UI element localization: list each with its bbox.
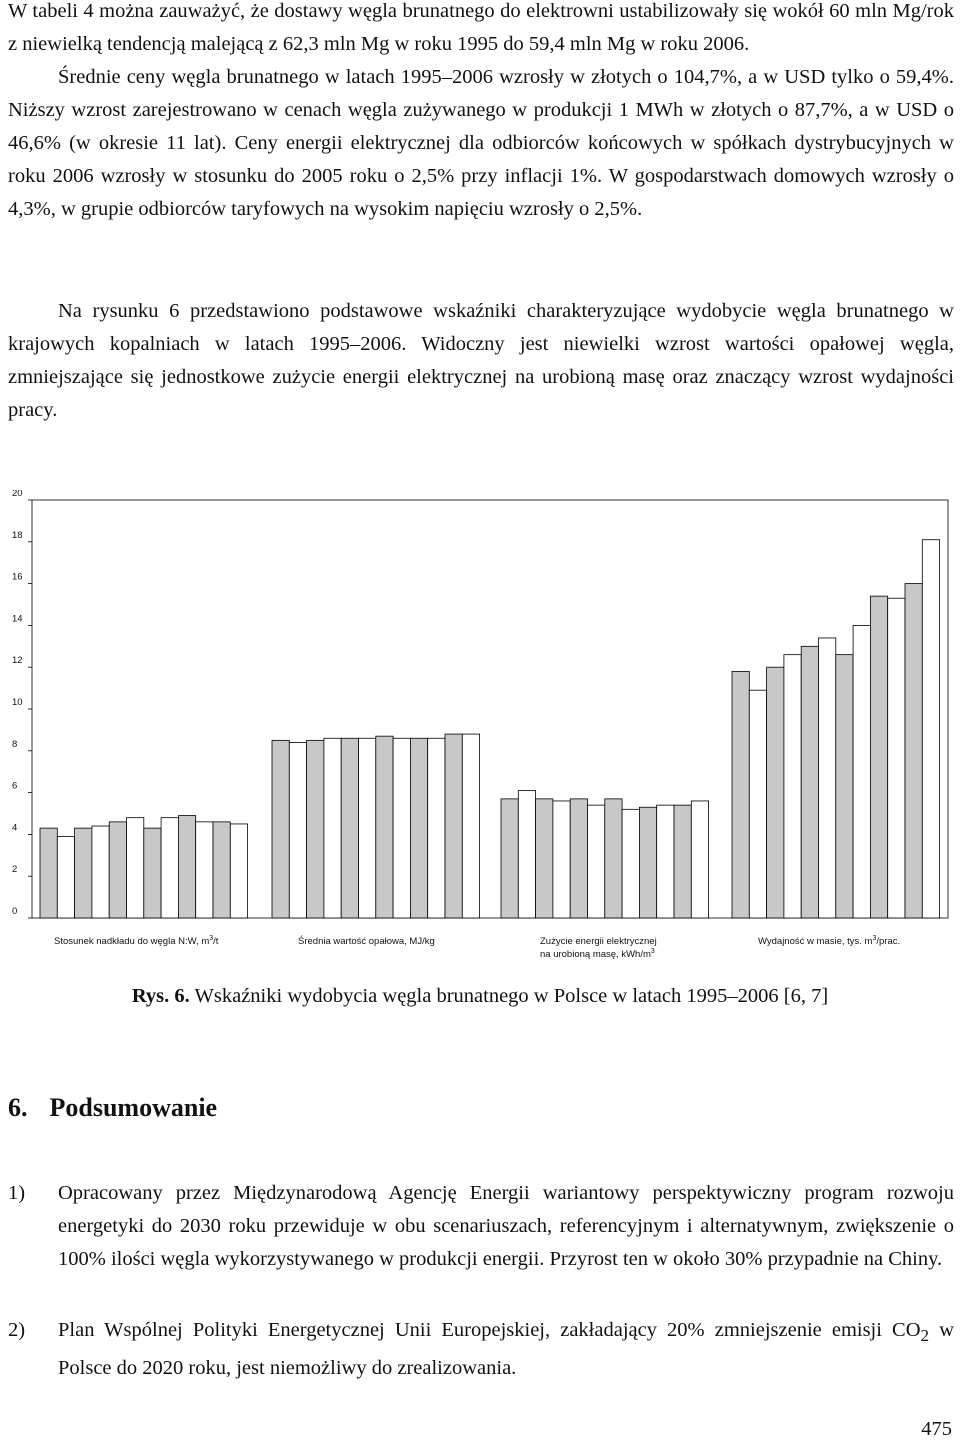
- y-tick-label: 20: [12, 490, 23, 499]
- bar: [359, 738, 376, 918]
- bar: [40, 828, 57, 918]
- section-heading: [8, 1093, 217, 1123]
- paragraph-2: Średnie ceny węgla brunatnego w latach 1995–2006 wzrosły w złotych o 104,7%, a w USD tylko o 59,4%. Niższy wzrost zarejestrowano w cenach węgla zużywanego w produkcji 1 MWh w złotych o 87,7%, a w USD o 46,6% (w okresie 11 lat). Ceny energii elektrycznej dla odbiorców końcowych w spółkach dystrybucyjnych w roku 2006 wzrosły w stosunku do 2005 roku o 2,5% przy inflacji 1%. W gospodarstwach domowych wzrosły o 4,3%, w grupie odbiorców taryfowych na wysokim napięciu wzrosły o 2,5%.: [8, 66, 954, 220]
- bar: [324, 738, 341, 918]
- y-tick-label: 18: [12, 529, 23, 541]
- bar: [307, 740, 324, 918]
- bar: [144, 828, 161, 918]
- bar: [801, 646, 818, 918]
- group-label-line-2: na urobioną masę, kWh/$m^3$: [540, 948, 655, 960]
- list-item-2: [8, 1314, 954, 1385]
- bar: [428, 738, 445, 918]
- bar: [410, 738, 427, 918]
- bar: [289, 742, 306, 918]
- paragraph-1: W tabeli 4 można zauważyć, że dostawy węgla brunatnego do elektrowni ustabilizowały się wokół 60 mln Mg/rok z niewielką tendencją malejącą z 62,3 mln Mg w roku 1995 do 59,4 mln Mg w roku 2006.: [8, 0, 954, 55]
- bar: [127, 818, 144, 918]
- y-tick-label: 10: [12, 697, 23, 708]
- y-tick-label: 12: [12, 655, 23, 667]
- list-marker: 2): [8, 1319, 26, 1341]
- y-tick-label: 14: [12, 613, 23, 625]
- section-title: Podsumowanie: [49, 1093, 218, 1122]
- bar: [196, 822, 213, 918]
- bar: [605, 799, 622, 918]
- bar: [92, 826, 109, 918]
- y-tick-label: 4: [12, 822, 18, 834]
- bar: [178, 816, 195, 918]
- list-text-part: Plan Wspólnej Polityki Energetycznej Unii Europejskiej, zakładający 20% zmniejszenie emisji CO: [58, 1319, 921, 1341]
- subscript: 2: [920, 1326, 930, 1346]
- list-item-1: [8, 1177, 954, 1276]
- bar: [853, 625, 870, 918]
- figure-chart: [0, 490, 960, 970]
- list-item-text: Opracowany przez Międzynarodową Agencję Energii wariantowy perspektywiczny program rozwoju energetyki do 2030 roku przewiduje w obu scenariuszach, referencyjnym i alternatywnym, zwiększenie o 100% ilości węgla wykorzystywanego w produkcji energii. Przyrost ten w około 30% przypadnie na Chiny.: [58, 1182, 954, 1270]
- bar: [75, 828, 92, 918]
- bar: [376, 736, 393, 918]
- bar: [341, 738, 358, 918]
- bar: [161, 818, 178, 918]
- bar: [639, 807, 656, 918]
- bar: [536, 799, 553, 918]
- bar: [922, 540, 939, 918]
- bar: [836, 655, 853, 918]
- bar: [784, 655, 801, 918]
- page-number: 475: [921, 1418, 952, 1440]
- bar: [691, 801, 708, 918]
- bar: [518, 791, 535, 918]
- group-label: Średnia wartość opałowa, MJ/kg: [298, 936, 435, 947]
- bar: [622, 809, 639, 918]
- bar: [57, 836, 74, 918]
- bar: [657, 805, 674, 918]
- bar: [570, 799, 587, 918]
- bar: [462, 734, 479, 918]
- bar: [749, 690, 766, 918]
- bar: [767, 667, 784, 918]
- y-tick-label: 2: [12, 864, 18, 876]
- caption-label: Rys. 6.: [131, 985, 190, 1007]
- list-item-text: [58, 1314, 954, 1385]
- bar: [674, 805, 691, 918]
- bar: [272, 740, 289, 918]
- figure-caption: [0, 985, 960, 1008]
- bar-chart: [0, 490, 960, 970]
- group-label: Stosunek nadkładu do węgla N:W, $m^3/t$: [54, 935, 219, 947]
- caption-text: Wskaźniki wydobycia węgla brunatnego w Polsce w latach 1995–2006 [6, 7]: [194, 985, 829, 1007]
- y-tick-label: 0: [12, 906, 18, 917]
- bar: [393, 738, 410, 918]
- section-number: 6.: [8, 1093, 28, 1122]
- bar: [230, 824, 247, 918]
- paragraph-3: Na rysunku 6 przedstawiono podstawowe wskaźniki charakteryzujące wydobycie węgla brunatnego w krajowych kopalniach w latach 1995–2006. Widoczny jest niewielki wzrost wartości opałowej węgla, zmniejszające się jednostkowe zużycie energii elektrycznej na urobioną masę oraz znaczący wzrost wydajności pracy.: [8, 300, 954, 421]
- bar: [905, 584, 922, 918]
- y-tick-label: 8: [12, 738, 18, 750]
- bar: [445, 734, 462, 918]
- bar: [888, 598, 905, 918]
- bar: [213, 822, 230, 918]
- y-tick-label: 16: [12, 571, 23, 583]
- bar: [588, 805, 605, 918]
- list-text-part: w Polsce do 2020 roku, jest niemożliwy do zrealizowania.: [58, 1319, 954, 1380]
- group-label: Wydajność w masie, tys. $m^3$/prac.: [758, 935, 901, 947]
- list-marker: 1): [8, 1182, 26, 1204]
- bar: [553, 801, 570, 918]
- y-tick-label: 6: [12, 780, 18, 792]
- bar: [819, 638, 836, 918]
- bar: [109, 822, 126, 918]
- bar: [870, 596, 887, 918]
- bar: [501, 799, 518, 918]
- bar: [732, 671, 749, 918]
- group-label: Zużycie energii elektrycznej: [540, 936, 657, 947]
